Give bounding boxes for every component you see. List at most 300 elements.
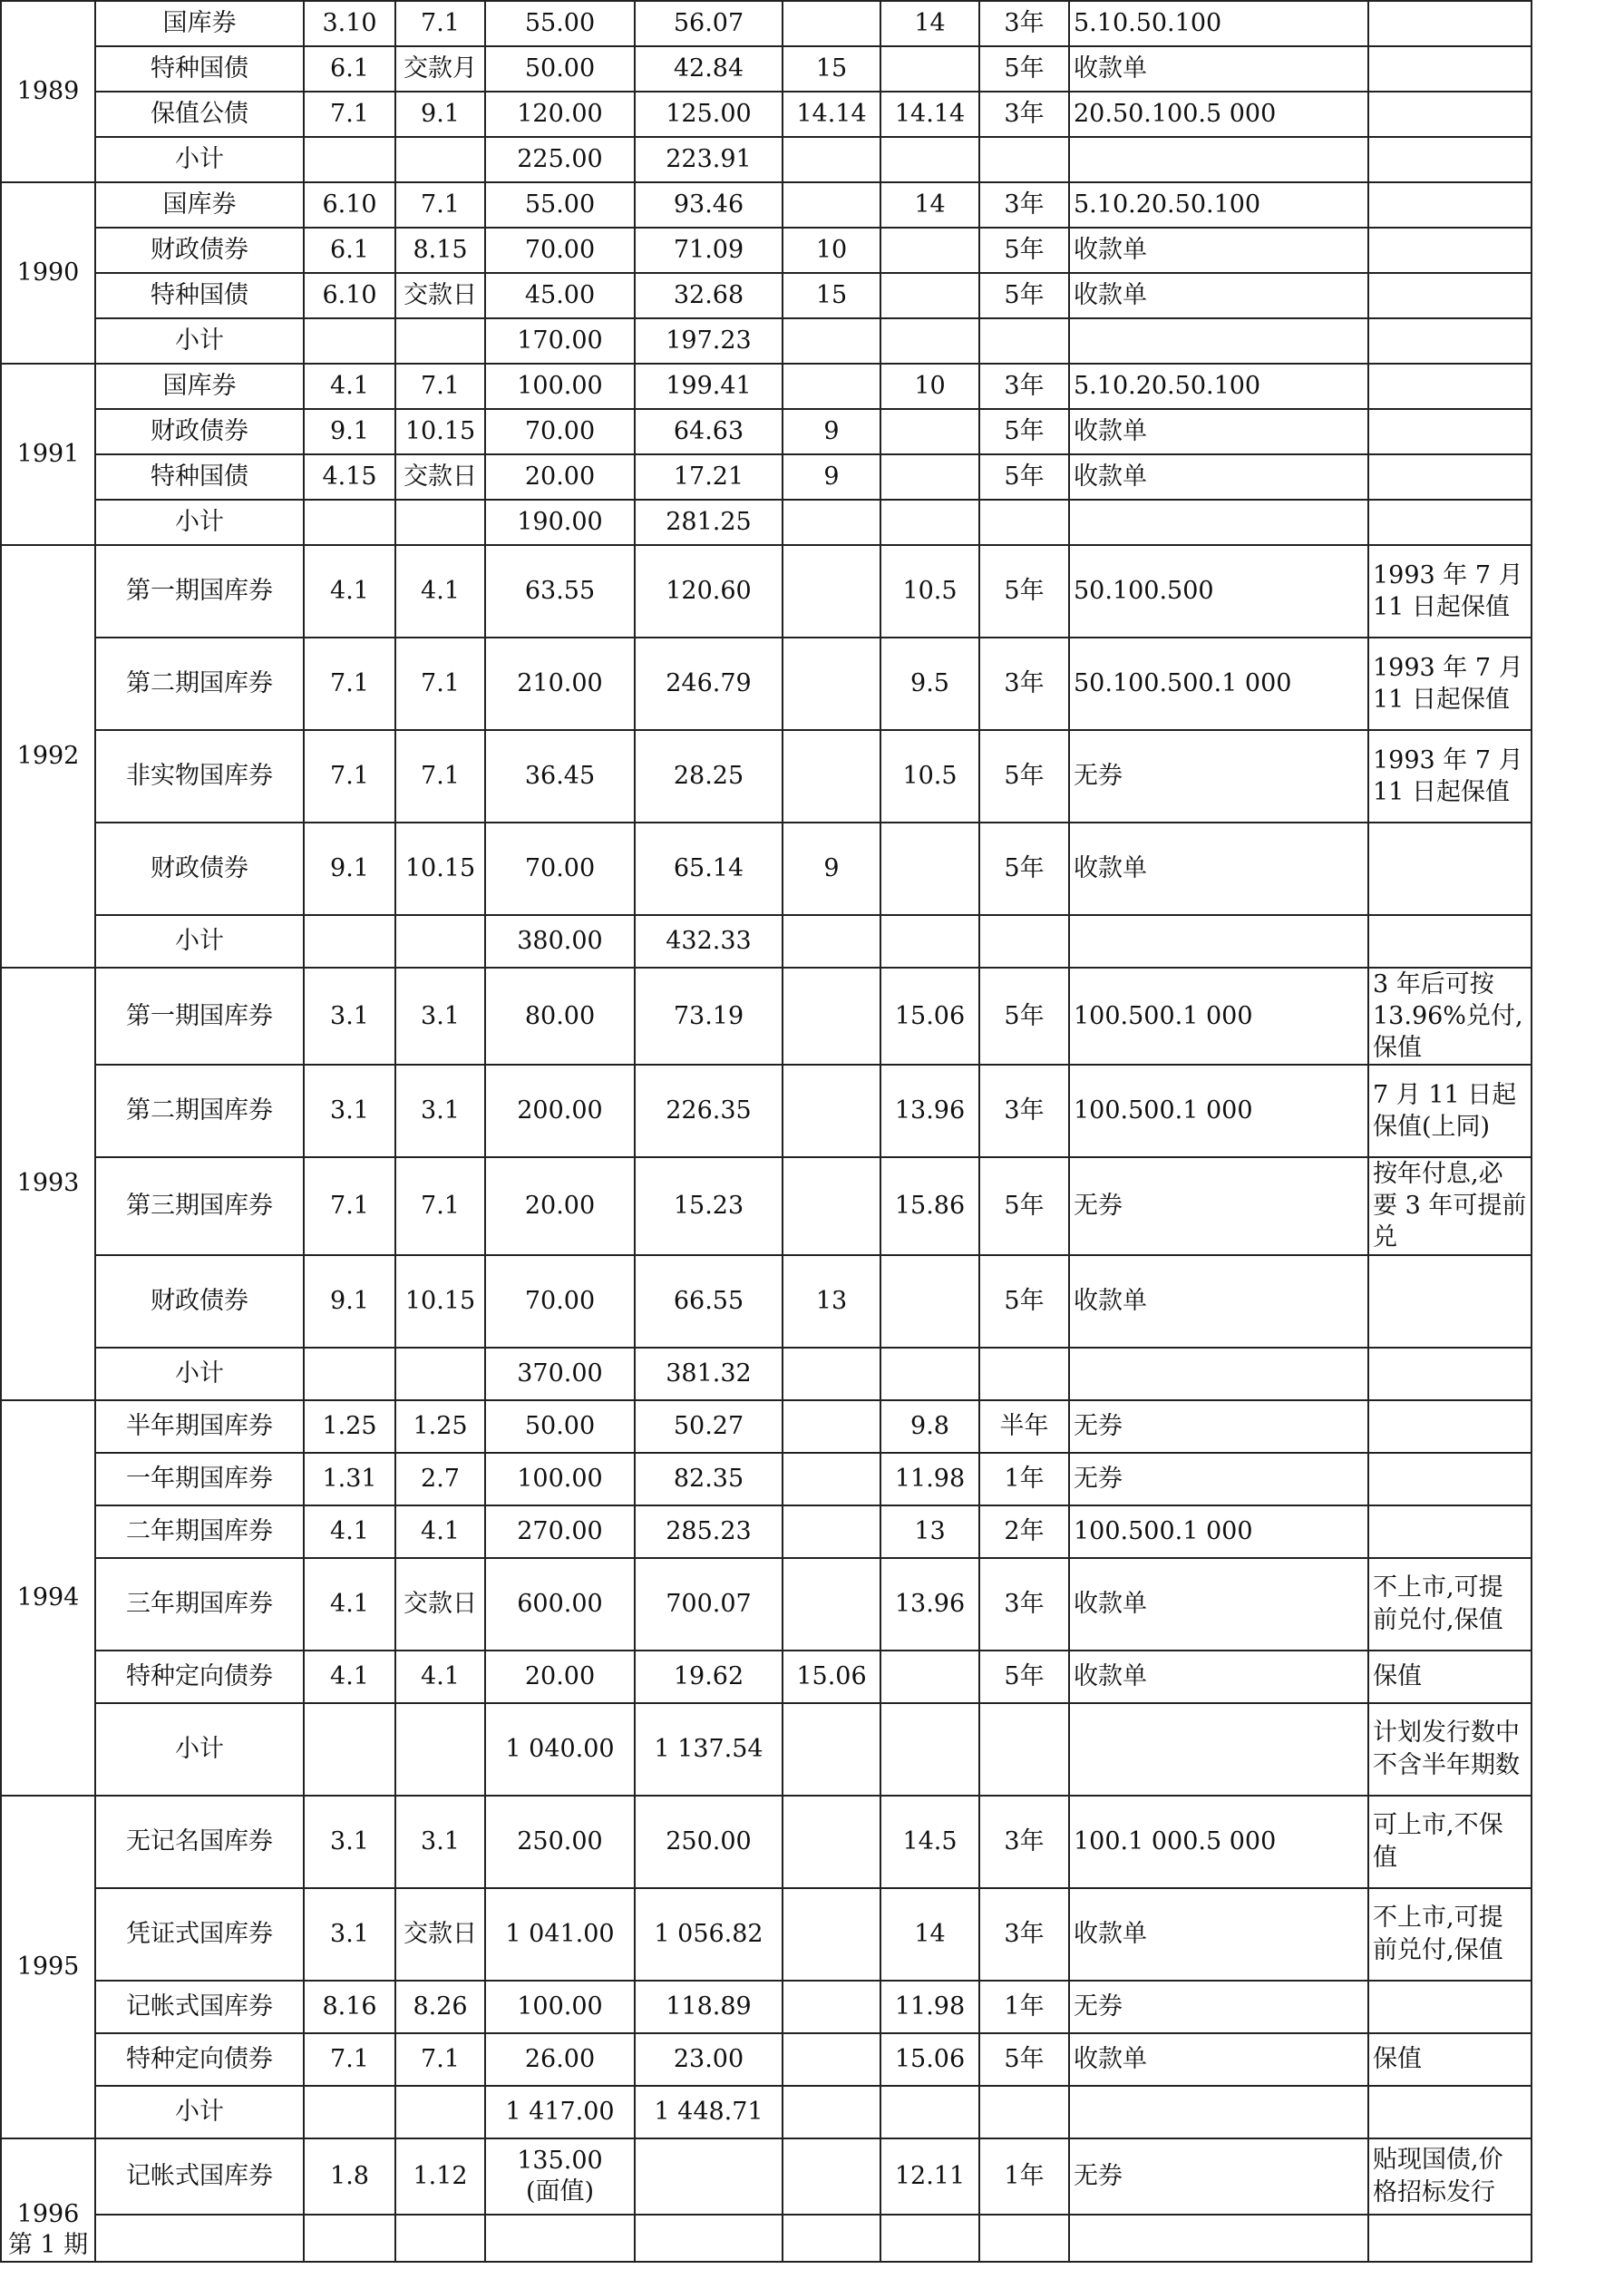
rate-a-cell: 15.06	[783, 1651, 880, 1703]
bond-name-cell: 财政债券	[95, 823, 304, 915]
actual-amount-cell: 226.35	[635, 1065, 783, 1157]
end-date-cell: 交款日	[395, 1558, 485, 1651]
start-date-cell: 7.1	[304, 730, 395, 823]
end-date-cell: 7.1	[395, 730, 485, 823]
start-date-cell: 3.1	[304, 968, 395, 1065]
note-cell: 7 月 11 日起保值(上同)	[1368, 1065, 1532, 1157]
bond-name-cell: 小计	[95, 1348, 304, 1400]
term-cell: 1年	[979, 2138, 1069, 2215]
start-date-cell	[304, 1348, 395, 1400]
table-row	[1, 1065, 1532, 1157]
rate-a-cell	[783, 2086, 880, 2138]
end-date-cell	[395, 137, 485, 182]
note-cell	[1368, 1, 1532, 46]
bond-name-cell: 无记名国库券	[95, 1796, 304, 1888]
table-row	[1, 228, 1532, 273]
planned-amount-cell: 190.00	[485, 500, 635, 545]
start-date-cell	[304, 137, 395, 182]
planned-amount-cell: 225.00	[485, 137, 635, 182]
term-cell	[979, 2086, 1069, 2138]
end-date-cell: 10.15	[395, 823, 485, 915]
bond-name-cell: 小计	[95, 318, 304, 364]
planned-amount-cell: 210.00	[485, 638, 635, 730]
denomination-cell: 收款单	[1069, 1255, 1368, 1348]
actual-amount-cell: 66.55	[635, 1255, 783, 1348]
actual-amount-cell: 15.23	[635, 1157, 783, 1254]
term-cell: 5年	[979, 1255, 1069, 1348]
year-cell	[1, 968, 95, 1400]
bond-name-cell: 第三期国库券	[95, 1157, 304, 1254]
actual-amount-cell: 118.89	[635, 1981, 783, 2033]
term-cell: 5年	[979, 730, 1069, 823]
rate-a-cell	[783, 915, 880, 968]
term-cell: 3年	[979, 182, 1069, 228]
actual-amount-cell: 285.23	[635, 1505, 783, 1558]
table-row	[1, 2086, 1532, 2138]
start-date-cell	[304, 915, 395, 968]
planned-amount-cell: 100.00	[485, 1981, 635, 2033]
planned-amount-cell: 70.00	[485, 228, 635, 273]
actual-amount-cell: 73.19	[635, 968, 783, 1065]
end-date-cell: 1.12	[395, 2138, 485, 2215]
start-date-cell: 9.1	[304, 409, 395, 454]
note-cell	[1368, 409, 1532, 454]
start-date-cell: 9.1	[304, 1255, 395, 1348]
end-date-cell: 8.26	[395, 1981, 485, 2033]
note-cell	[1368, 228, 1532, 273]
note-cell	[1368, 1255, 1532, 1348]
rate-b-cell: 9.5	[880, 638, 979, 730]
year-label: 1996	[16, 2200, 80, 2229]
end-date-cell: 交款月	[395, 46, 485, 92]
start-date-cell: 8.16	[304, 1981, 395, 2033]
planned-amount-cell: 50.00	[485, 46, 635, 92]
denomination-cell	[1069, 2215, 1368, 2262]
note-cell	[1368, 454, 1532, 500]
term-cell	[979, 318, 1069, 364]
planned-amount-cell: 55.00	[485, 182, 635, 228]
planned-amount-cell: 380.00	[485, 915, 635, 968]
rate-a-cell	[783, 1, 880, 46]
planned-amount-cell: 55.00	[485, 1, 635, 46]
table-row	[1, 1157, 1532, 1254]
start-date-cell: 1.31	[304, 1453, 395, 1505]
note-cell: 贴现国债,价格招标发行	[1368, 2138, 1532, 2215]
rate-b-cell	[880, 228, 979, 273]
note-cell	[1368, 273, 1532, 318]
rate-a-cell	[783, 1505, 880, 1558]
note-cell	[1368, 823, 1532, 915]
table-row	[1, 1888, 1532, 1981]
rate-b-cell	[880, 1348, 979, 1400]
bond-name-cell: 小计	[95, 1703, 304, 1796]
denomination-cell: 100.500.1 000	[1069, 968, 1368, 1065]
year-label: 1991	[16, 440, 80, 469]
start-date-cell: 4.1	[304, 364, 395, 409]
rate-a-cell	[783, 1065, 880, 1157]
year-label: 1990	[16, 258, 80, 287]
start-date-cell: 7.1	[304, 1157, 395, 1254]
end-date-cell: 7.1	[395, 1157, 485, 1254]
rate-b-cell: 9.8	[880, 1400, 979, 1453]
planned-amount-cell: 63.55	[485, 545, 635, 638]
planned-amount-cell: 20.00	[485, 1651, 635, 1703]
note-cell: 1993 年 7 月 11 日起保值	[1368, 638, 1532, 730]
note-cell	[1368, 1981, 1532, 2033]
term-cell: 1年	[979, 1981, 1069, 2033]
rate-b-cell	[880, 1703, 979, 1796]
start-date-cell	[304, 1703, 395, 1796]
note-cell: 不上市,可提前兑付,保值	[1368, 1888, 1532, 1981]
term-cell: 5年	[979, 968, 1069, 1065]
denomination-cell: 无券	[1069, 1981, 1368, 2033]
planned-amount-cell: 50.00	[485, 1400, 635, 1453]
bond-name-cell	[95, 2215, 304, 2262]
rate-a-cell	[783, 968, 880, 1065]
actual-amount-cell: 65.14	[635, 823, 783, 915]
end-date-cell: 交款日	[395, 454, 485, 500]
rate-b-cell	[880, 273, 979, 318]
actual-amount-cell: 64.63	[635, 409, 783, 454]
denomination-cell: 收款单	[1069, 273, 1368, 318]
end-date-cell: 7.1	[395, 638, 485, 730]
note-cell	[1368, 364, 1532, 409]
note-cell: 不上市,可提前兑付,保值	[1368, 1558, 1532, 1651]
actual-amount-cell: 197.23	[635, 318, 783, 364]
denomination-cell: 收款单	[1069, 1651, 1368, 1703]
bond-name-cell: 三年期国库券	[95, 1558, 304, 1651]
rate-a-cell	[783, 1558, 880, 1651]
start-date-cell	[304, 500, 395, 545]
rate-b-cell: 13.96	[880, 1065, 979, 1157]
planned-amount-cell: 270.00	[485, 1505, 635, 1558]
term-cell: 3年	[979, 1796, 1069, 1888]
rate-b-cell	[880, 1255, 979, 1348]
table-row	[1, 1400, 1532, 1453]
rate-a-cell	[783, 364, 880, 409]
planned-amount-cell: 200.00	[485, 1065, 635, 1157]
end-date-cell	[395, 1348, 485, 1400]
start-date-cell: 4.1	[304, 545, 395, 638]
denomination-cell: 收款单	[1069, 823, 1368, 915]
rate-a-cell	[783, 1453, 880, 1505]
year-label: 1993	[16, 1169, 80, 1198]
year-sub-label: 第 1 期	[7, 2230, 89, 2259]
table-row	[1, 915, 1532, 968]
note-cell	[1368, 137, 1532, 182]
denomination-cell	[1069, 500, 1368, 545]
denomination-cell	[1069, 1348, 1368, 1400]
bond-name-cell: 特种国债	[95, 273, 304, 318]
term-cell: 3年	[979, 1065, 1069, 1157]
rate-b-cell	[880, 500, 979, 545]
actual-amount-cell: 19.62	[635, 1651, 783, 1703]
actual-amount-cell: 1 137.54	[635, 1703, 783, 1796]
bond-name-cell: 小计	[95, 137, 304, 182]
bond-name-cell: 保值公债	[95, 92, 304, 137]
term-cell: 3年	[979, 1558, 1069, 1651]
actual-amount-cell: 223.91	[635, 137, 783, 182]
rate-a-cell	[783, 730, 880, 823]
bond-name-cell: 一年期国库券	[95, 1453, 304, 1505]
bond-name-cell: 特种定向债券	[95, 1651, 304, 1703]
table-row	[1, 364, 1532, 409]
bond-name-cell: 记帐式国库券	[95, 2138, 304, 2215]
table-row	[1, 2138, 1532, 2215]
rate-b-cell	[880, 46, 979, 92]
actual-amount-cell	[635, 2215, 783, 2262]
table-row	[1, 46, 1532, 92]
actual-amount-cell: 1 056.82	[635, 1888, 783, 1981]
rate-a-cell	[783, 1703, 880, 1796]
denomination-cell	[1069, 915, 1368, 968]
actual-amount-cell: 50.27	[635, 1400, 783, 1453]
term-cell	[979, 1703, 1069, 1796]
end-date-cell: 7.1	[395, 182, 485, 228]
term-cell: 1年	[979, 1453, 1069, 1505]
end-date-cell: 7.1	[395, 2033, 485, 2086]
note-cell	[1368, 182, 1532, 228]
term-cell	[979, 137, 1069, 182]
actual-amount-cell: 381.32	[635, 1348, 783, 1400]
bond-name-cell: 半年期国库券	[95, 1400, 304, 1453]
planned-amount-value: 135.00	[517, 2146, 603, 2175]
term-cell: 5年	[979, 454, 1069, 500]
note-cell	[1368, 2086, 1532, 2138]
term-cell: 3年	[979, 364, 1069, 409]
table-row	[1, 318, 1532, 364]
table-row	[1, 545, 1532, 638]
term-cell	[979, 1348, 1069, 1400]
planned-amount-cell: 20.00	[485, 454, 635, 500]
rate-a-cell	[783, 1348, 880, 1400]
bond-name-cell: 非实物国库券	[95, 730, 304, 823]
end-date-cell: 1.25	[395, 1400, 485, 1453]
denomination-cell	[1069, 137, 1368, 182]
bond-name-cell: 凭证式国库券	[95, 1888, 304, 1981]
actual-amount-cell: 93.46	[635, 182, 783, 228]
actual-amount-cell: 432.33	[635, 915, 783, 968]
rate-b-cell: 11.98	[880, 1981, 979, 2033]
bond-name-cell: 特种国债	[95, 46, 304, 92]
term-cell: 半年	[979, 1400, 1069, 1453]
denomination-cell: 收款单	[1069, 1558, 1368, 1651]
rate-b-cell: 14	[880, 1, 979, 46]
start-date-cell: 1.8	[304, 2138, 395, 2215]
table-row	[1, 1981, 1532, 2033]
year-cell	[1, 1796, 95, 2138]
term-cell: 3年	[979, 1, 1069, 46]
end-date-cell: 3.1	[395, 968, 485, 1065]
planned-amount-cell: 70.00	[485, 409, 635, 454]
rate-a-cell	[783, 318, 880, 364]
term-cell: 3年	[979, 1888, 1069, 1981]
planned-amount-cell: 600.00	[485, 1558, 635, 1651]
planned-amount-cell: 250.00	[485, 1796, 635, 1888]
planned-amount-cell: 36.45	[485, 730, 635, 823]
start-date-cell: 4.1	[304, 1558, 395, 1651]
rate-a-cell: 15	[783, 273, 880, 318]
actual-amount-cell: 42.84	[635, 46, 783, 92]
denomination-cell: 无券	[1069, 1453, 1368, 1505]
actual-amount-cell: 32.68	[635, 273, 783, 318]
table-row	[1, 638, 1532, 730]
start-date-cell: 6.1	[304, 46, 395, 92]
start-date-cell: 4.1	[304, 1651, 395, 1703]
start-date-cell: 7.1	[304, 2033, 395, 2086]
rate-a-cell	[783, 1981, 880, 2033]
rate-a-cell	[783, 1796, 880, 1888]
end-date-cell: 10.15	[395, 1255, 485, 1348]
rate-a-cell	[783, 1888, 880, 1981]
rate-a-cell	[783, 137, 880, 182]
term-cell: 5年	[979, 1651, 1069, 1703]
term-cell: 5年	[979, 823, 1069, 915]
table-row	[1, 137, 1532, 182]
actual-amount-cell: 246.79	[635, 638, 783, 730]
rate-a-cell	[783, 500, 880, 545]
end-date-cell	[395, 2086, 485, 2138]
bond-name-cell: 国库券	[95, 364, 304, 409]
rate-a-cell: 14.14	[783, 92, 880, 137]
year-label: 1994	[16, 1583, 80, 1612]
rate-b-cell: 14.5	[880, 1796, 979, 1888]
denomination-cell: 50.100.500.1 000	[1069, 638, 1368, 730]
planned-amount-cell: 80.00	[485, 968, 635, 1065]
bond-name-cell: 第一期国库券	[95, 968, 304, 1065]
table-row	[1, 2215, 1532, 2262]
planned-amount-cell: 120.00	[485, 92, 635, 137]
planned-amount-cell: 20.00	[485, 1157, 635, 1254]
planned-amount-cell	[485, 2215, 635, 2262]
start-date-cell: 1.25	[304, 1400, 395, 1453]
year-label: 1992	[16, 742, 80, 771]
denomination-cell: 5.10.20.50.100	[1069, 182, 1368, 228]
end-date-cell	[395, 500, 485, 545]
start-date-cell: 6.10	[304, 182, 395, 228]
denomination-cell: 20.50.100.5 000	[1069, 92, 1368, 137]
actual-amount-cell: 120.60	[635, 545, 783, 638]
note-cell: 1993 年 7 月 11 日起保值	[1368, 545, 1532, 638]
rate-b-cell: 13.96	[880, 1558, 979, 1651]
start-date-cell: 7.1	[304, 638, 395, 730]
term-cell: 5年	[979, 228, 1069, 273]
denomination-cell: 收款单	[1069, 46, 1368, 92]
table-row	[1, 409, 1532, 454]
end-date-cell: 2.7	[395, 1453, 485, 1505]
rate-a-cell	[783, 638, 880, 730]
rate-a-cell: 9	[783, 409, 880, 454]
bond-name-cell: 第二期国库券	[95, 1065, 304, 1157]
bond-name-cell: 特种国债	[95, 454, 304, 500]
actual-amount-cell: 23.00	[635, 2033, 783, 2086]
term-cell: 5年	[979, 545, 1069, 638]
note-cell	[1368, 1348, 1532, 1400]
note-cell	[1368, 915, 1532, 968]
planned-amount-cell: 370.00	[485, 1348, 635, 1400]
end-date-cell: 4.1	[395, 1651, 485, 1703]
rate-a-cell	[783, 2215, 880, 2262]
table-row	[1, 2033, 1532, 2086]
bond-name-cell: 小计	[95, 915, 304, 968]
bond-name-cell: 小计	[95, 2086, 304, 2138]
term-cell	[979, 915, 1069, 968]
denomination-cell: 收款单	[1069, 228, 1368, 273]
bond-name-cell: 记帐式国库券	[95, 1981, 304, 2033]
bond-name-cell: 国库券	[95, 182, 304, 228]
planned-amount-subnote: (面值)	[525, 2177, 595, 2206]
note-cell: 按年付息,必要 3 年可提前兑	[1368, 1157, 1532, 1254]
table-row	[1, 182, 1532, 228]
rate-a-cell: 15	[783, 46, 880, 92]
bond-name-cell: 第二期国库券	[95, 638, 304, 730]
rate-a-cell: 13	[783, 1255, 880, 1348]
rate-b-cell: 14.14	[880, 92, 979, 137]
planned-amount-cell: 1 040.00	[485, 1703, 635, 1796]
end-date-cell: 10.15	[395, 409, 485, 454]
start-date-cell: 4.1	[304, 1505, 395, 1558]
table-row	[1, 1453, 1532, 1505]
rate-b-cell	[880, 137, 979, 182]
year-label: 1989	[16, 77, 80, 106]
planned-amount-cell: 45.00	[485, 273, 635, 318]
end-date-cell: 4.1	[395, 1505, 485, 1558]
start-date-cell: 9.1	[304, 823, 395, 915]
planned-amount-cell: 70.00	[485, 1255, 635, 1348]
denomination-cell: 无券	[1069, 2138, 1368, 2215]
note-cell	[1368, 1505, 1532, 1558]
start-date-cell	[304, 318, 395, 364]
rate-a-cell	[783, 545, 880, 638]
year-cell	[1, 1, 95, 182]
planned-amount-cell	[485, 2138, 635, 2215]
end-date-cell	[395, 915, 485, 968]
denomination-cell: 无券	[1069, 730, 1368, 823]
denomination-cell: 100.500.1 000	[1069, 1505, 1368, 1558]
start-date-cell: 3.10	[304, 1, 395, 46]
note-cell	[1368, 500, 1532, 545]
rate-a-cell	[783, 1157, 880, 1254]
rate-b-cell: 10.5	[880, 730, 979, 823]
rate-a-cell: 9	[783, 823, 880, 915]
actual-amount-cell	[635, 2138, 783, 2215]
start-date-cell: 4.15	[304, 454, 395, 500]
denomination-cell: 收款单	[1069, 2033, 1368, 2086]
rate-b-cell	[880, 454, 979, 500]
table-row	[1, 92, 1532, 137]
note-cell: 1993 年 7 月 11 日起保值	[1368, 730, 1532, 823]
start-date-cell: 6.1	[304, 228, 395, 273]
term-cell	[979, 500, 1069, 545]
rate-b-cell	[880, 318, 979, 364]
rate-a-cell	[783, 2033, 880, 2086]
bond-name-cell: 财政债券	[95, 1255, 304, 1348]
rate-b-cell: 13	[880, 1505, 979, 1558]
rate-b-cell	[880, 1651, 979, 1703]
planned-amount-cell: 170.00	[485, 318, 635, 364]
bond-name-cell: 国库券	[95, 1, 304, 46]
table-row	[1, 454, 1532, 500]
table-row	[1, 1703, 1532, 1796]
table-row	[1, 1348, 1532, 1400]
term-cell	[979, 2215, 1069, 2262]
rate-a-cell	[783, 182, 880, 228]
note-cell	[1368, 1453, 1532, 1505]
actual-amount-cell: 82.35	[635, 1453, 783, 1505]
year-cell	[1, 545, 95, 968]
table-row	[1, 968, 1532, 1065]
end-date-cell: 7.1	[395, 364, 485, 409]
